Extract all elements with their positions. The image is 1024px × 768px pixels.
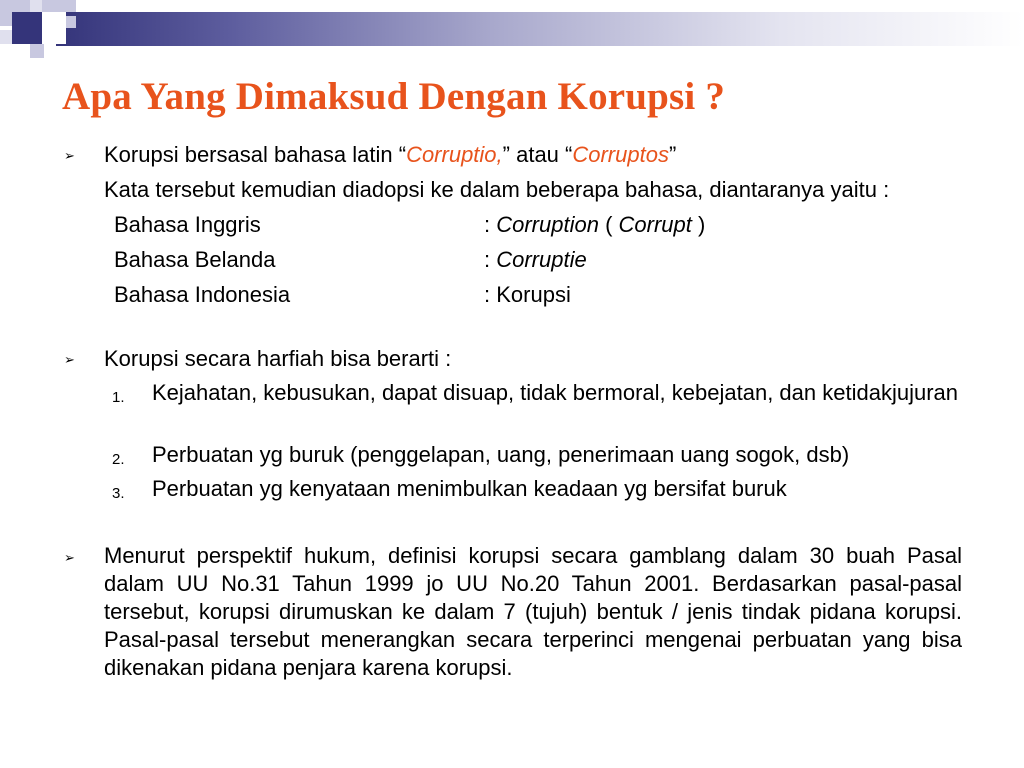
bullet-arrow-icon: ➢ <box>64 550 75 565</box>
deco-square <box>42 0 76 12</box>
language-row <box>114 282 814 308</box>
language-row <box>114 247 814 273</box>
header-decoration <box>0 0 1024 60</box>
deco-square <box>30 44 44 58</box>
slide-title: Apa Yang Dimaksud Dengan Korupsi ? <box>62 75 726 118</box>
deco-square <box>30 0 42 12</box>
deco-square <box>0 30 12 44</box>
bullet-arrow-icon: ➢ <box>64 148 75 163</box>
language-term: : Corruptie <box>484 247 587 272</box>
list-number: 3. <box>112 485 125 502</box>
gradient-bar <box>56 12 1024 46</box>
meaning-heading: Korupsi secara harfiah bisa berarti : <box>104 346 452 371</box>
language-term: : Corruption ( Corrupt ) <box>484 212 706 237</box>
language-term: : Korupsi <box>484 282 571 307</box>
bullet-line-origin <box>104 142 676 168</box>
text-segment: ” <box>668 142 677 167</box>
legal-perspective-paragraph: Menurut perspektif hukum, definisi korupsi secara gamblang dalam 30 buah Pasal dalam UU No.31 Tahun 1999 jo UU No.20 Tahun 2001. Berdasarkan pasal-pasal tersebut, korupsi dirumuskan ke dalam 7 (tujuh) bentuk / jenis tindak pidana korupsi. Pasal-pasal tersebut menerangkan secara terperinci mengenai perbuatan yang bisa dikenakan pidana penjara karena korupsi. <box>104 543 962 680</box>
list-number: 2. <box>112 451 125 468</box>
deco-square <box>12 12 42 44</box>
latin-term: Corruptos <box>572 142 669 167</box>
list-item: Perbuatan yg buruk (penggelapan, uang, penerimaan uang sogok, dsb) <box>152 442 850 467</box>
adoption-line: Kata tersebut kemudian diadopsi ke dalam beberapa bahasa, diantaranya yaitu : <box>104 177 890 202</box>
bullet-arrow-icon: ➢ <box>64 352 75 367</box>
deco-square <box>66 16 76 28</box>
language-row <box>114 212 814 238</box>
latin-term: Corruptio, <box>406 142 503 167</box>
language-name: Bahasa Belanda <box>114 247 276 272</box>
list-item: Perbuatan yg kenyataan menimbulkan keadaan yg bersifat buruk <box>152 476 787 501</box>
deco-square <box>42 12 66 44</box>
language-name: Bahasa Indonesia <box>114 282 291 307</box>
text-segment: Korupsi bersasal bahasa latin “ <box>104 142 407 167</box>
list-number: 1. <box>112 389 125 406</box>
text-segment: ” atau “ <box>502 142 573 167</box>
language-name: Bahasa Inggris <box>114 212 261 237</box>
list-item: Kejahatan, kebusukan, dapat disuap, tidak bermoral, kebejatan, dan ketidakjujuran <box>152 380 958 405</box>
